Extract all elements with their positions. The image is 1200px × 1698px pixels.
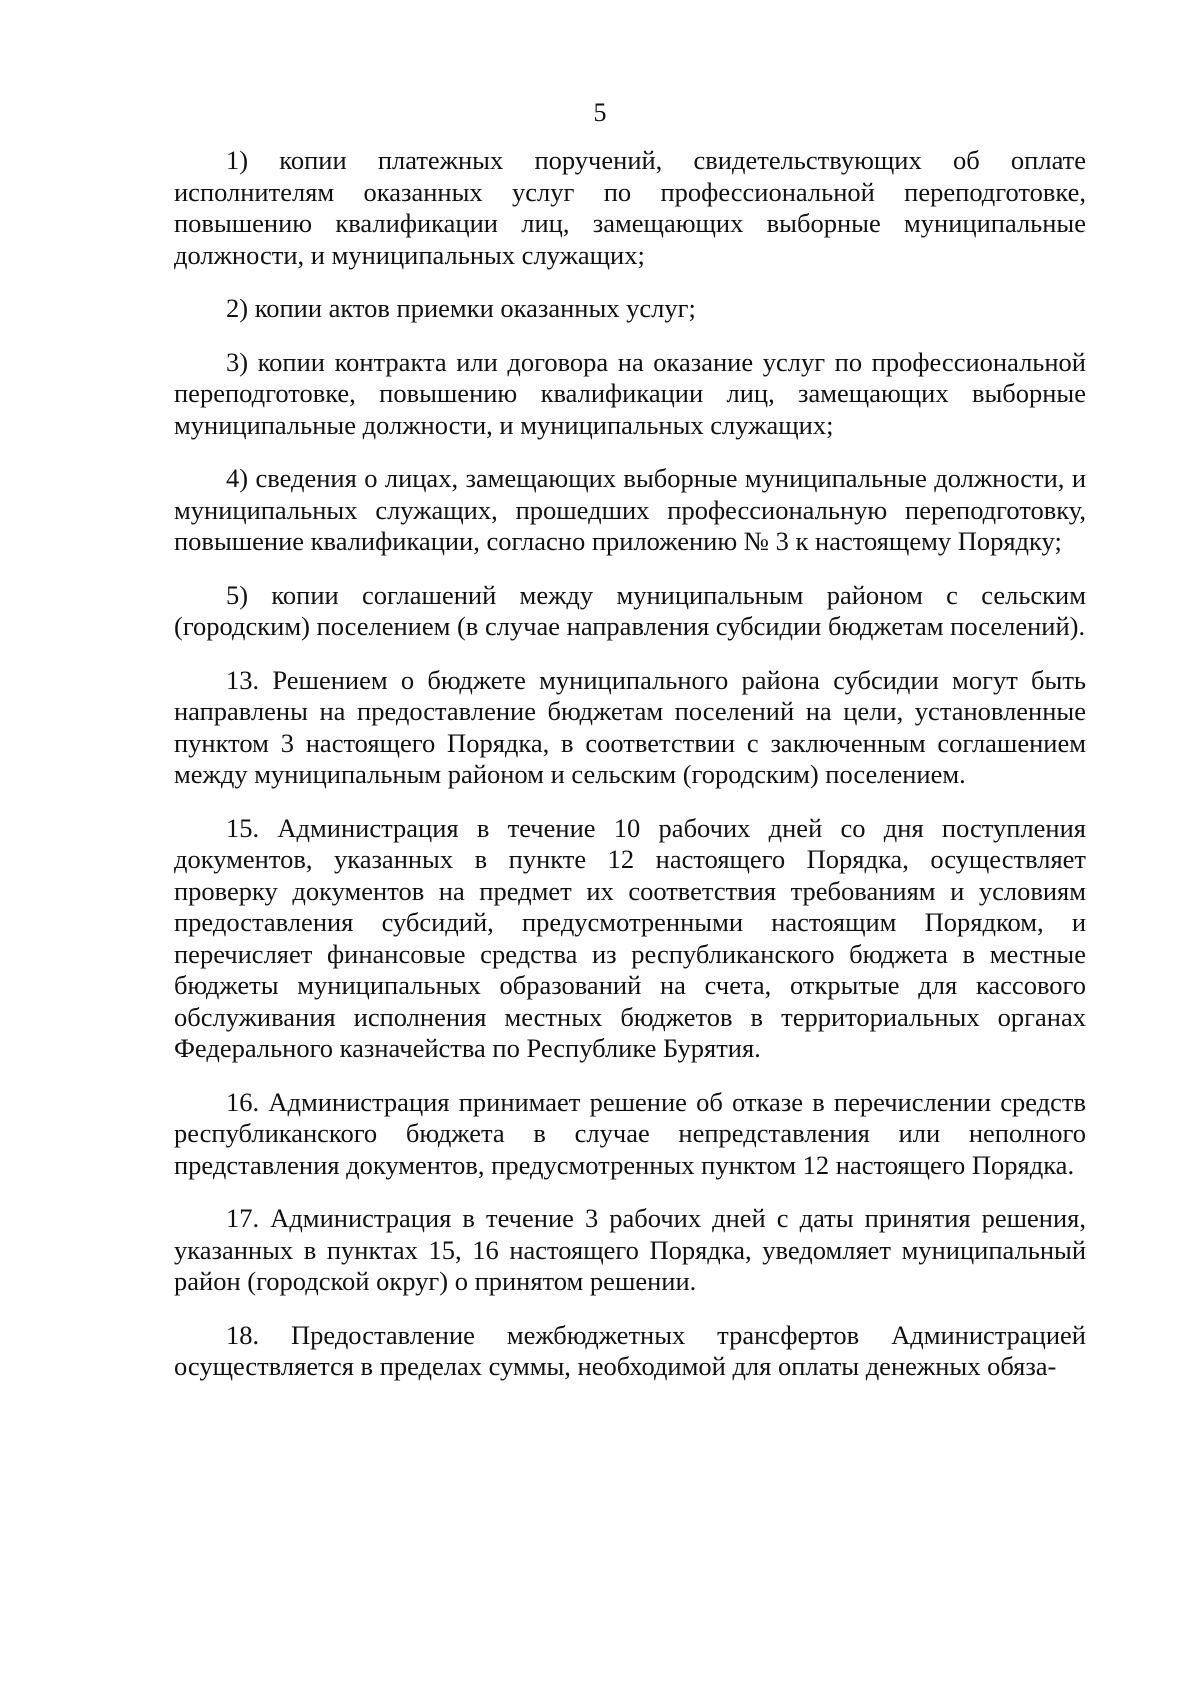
- paragraph-item-4: 4) сведения о лицах, замещающих выборные муниципальные должности, и муниципальных служащих, прошедших профессиональную переподготовку, повышение квалификации, согласно приложению № 3 к настоящему Порядку;: [174, 463, 1086, 556]
- document-body: [174, 145, 1086, 1383]
- paragraph-item-1: 1) копии платежных поручений, свидетельствующих об оплате исполнителям оказанных услуг по профессиональной переподготовке, повышению квалификации лиц, замещающих выборные муниципальные должности, и муниципальных служащих;: [174, 145, 1086, 270]
- paragraph-clause-16: 16. Администрация принимает решение об отказе в перечислении средств республиканского бюджета в случае непредставления или неполного представления документов, предусмотренных пунктом 12 настоящего Порядка.: [174, 1086, 1086, 1180]
- paragraph-clause-17: 17. Администрация в течение 3 рабочих дней с даты принятия решения, указанных в пунктах 15, 16 настоящего Порядка, уведомляет муниципальный район (городской округ) о принятом решении.: [174, 1203, 1086, 1296]
- paragraph-item-5: 5) копии соглашений между муниципальным районом с сельским (городским) поселением (в случае направления субсидии бюджетам поселений).: [174, 579, 1086, 641]
- paragraph-item-2: 2) копии актов приемки оказанных услуг;: [226, 293, 696, 323]
- paragraph-clause-15: 15. Администрация в течение 10 рабочих дней со дня поступления документов, указанных в пункте 12 настоящего Порядка, осуществляет проверку документов на предмет их соответствия требованиям и условиям предоставления субсидий, предусмотренными настоящим Порядком, и перечисляет финансовые средства из республиканского бюджета в местные бюджеты муниципальных образований на счета, открытые для кассового обслуживания исполнения местных бюджетов в территориальных органах Федерального казначейства по Республике Бурятия.: [174, 812, 1086, 1063]
- paragraph-clause-18: 18. Предоставление межбюджетных трансфертов Администрацией осуществляется в пределах суммы, необходимой для оплаты денежных обяза-: [174, 1319, 1086, 1381]
- paragraph-item-3: 3) копии контракта или договора на оказание услуг по профессиональной переподготовке, повышению квалификации лиц, замещающих выборные муниципальные должности, и муниципальных служащих;: [174, 346, 1086, 440]
- page-number: 5: [593, 98, 607, 127]
- paragraph-clause-13: 13. Решением о бюджете муниципального района субсидии могут быть направлены на предоставление бюджетам поселений на цели, установленные пунктом 3 настоящего Порядка, в соответствии с заключенным соглашением между муниципальным районом и сельским (городским) поселением.: [174, 664, 1086, 789]
